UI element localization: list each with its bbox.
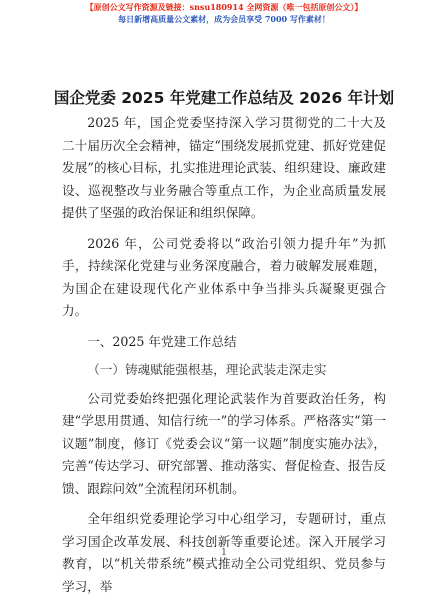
subsection-heading-1: （一）铸魂赋能强根基，理论武装走深走实 [87,362,327,377]
body-paragraph-1: 公司党委始终把强化理论武装作为首要政治任务，构建“学思用贯通、知信行统一”的学习体系。严格落实“第一议题”制度，修订《党委会议“第一议题”制度实施办法》，完善“传达学习、研究部署、推动落实、督促检查、报告反馈、跟踪问效”全流程闭环机制。 [62,390,386,496]
section-heading-1: 一、2025 年党建工作总结 [87,333,237,349]
document-title: 国企党委 2025 年党建工作总结及 2026 年计划 [53,89,395,107]
promo-banner [0,2,448,25]
intro-paragraph-1: 2025 年，国企党委坚持深入学习贯彻党的二十大及二十届历次全会精神，锚定“围绕发展抓党建、抓好党建促发展”的核心目标，扎实推进理论武装、组织建设、廉政建设、巡视整改与业务融合等重点工作，为企业高质量发展提供了坚强的政治保证和组织保障。 [62,115,386,220]
banner-line-2: 每日新增高质量公文素材，成为会员享受 7000 写作素材！ [118,14,330,24]
document-body [62,112,386,606]
body-paragraph-2: 全年组织党委理论学习中心组学习，专题研讨，重点学习国企改革发展、科技创新等重要论述。深入开展学习教育，以“机关带系统”模式推动全公司党组织、党员参与学习，举 [62,511,386,594]
banner-line-1: 【原创公文写作资源及链接：snsu180914 全网资源（唯一包括原创公文）】 [85,2,363,12]
intro-paragraph-2: 2026 年，公司党委将以“政治引领力提升年”为抓手，持续深化党建与业务深度融合，着力破解发展难题，为国企在建设现代化产业体系中争当排头兵凝聚更强合力。 [62,235,386,318]
page-number: 1 [221,548,227,558]
